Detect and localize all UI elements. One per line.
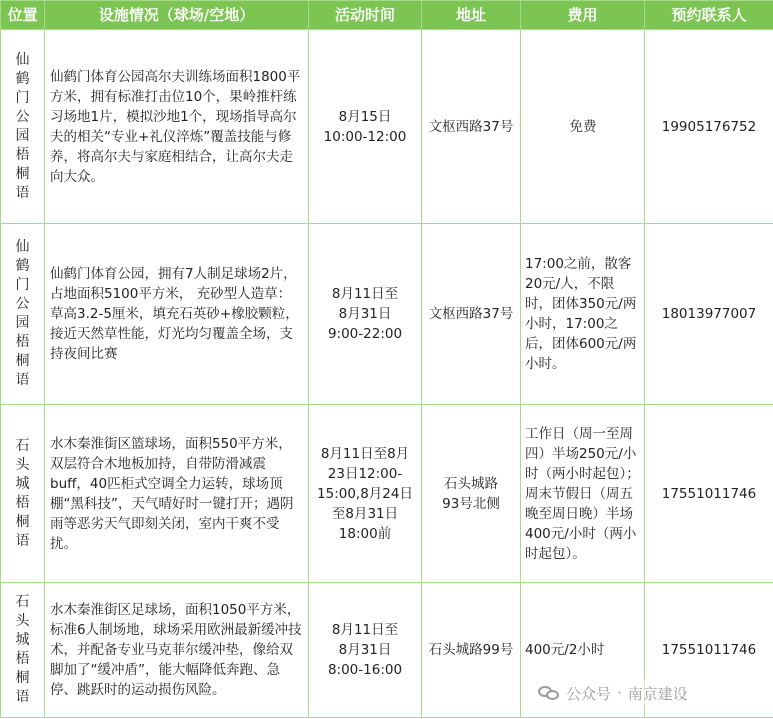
fee-cell: 免费 (521, 30, 645, 224)
table-row (1, 30, 773, 224)
table-row (1, 224, 773, 405)
address-cell: 文枢西路37号 (422, 30, 521, 224)
facility-description: 水木秦淮街区足球场，面积1050平方米，标准6人制场地，球场采用欧洲最新缓冲技术，并配备专业马克菲尔缓冲垫，像给双脚加了“缓冲盾”，能大幅降低奔跑、急停、跳跃时的运动损伤风险。 (45, 583, 309, 718)
location-cell: 石 头 城 梧 桐 语 (1, 405, 45, 583)
location-cell: 仙 鹤 门 公 园 梧 桐 语 (1, 224, 45, 405)
header-fee: 费用 (521, 1, 645, 30)
activity-time: 8月11日至 8月31日 8:00-16:00 (309, 583, 422, 718)
activity-time: 8月11日至8月 23日12:00- 15:00,8月24日 至8月31日 18:00前 (309, 405, 422, 583)
facility-description: 水木秦淮街区篮球场，面积550平方米，双层符合木地板加持，自带防滑减震buff，40匹柜式空调全力运转，球场顶棚“黑科技”，天气晴好时一键打开；遇阴雨等恶劣天气即刻关闭，室内干爽不受扰。 (45, 405, 309, 583)
contact-phone: 17551011746 (645, 405, 773, 583)
header-location: 位置 (1, 1, 45, 30)
fee-cell: 400元/2小时 (521, 583, 645, 718)
address-cell: 文枢西路37号 (422, 224, 521, 405)
watermark-account: 南京建设 (627, 684, 688, 703)
location-cell: 仙 鹤 门 公 园 梧 桐 语 (1, 30, 45, 224)
wechat-icon (538, 684, 560, 702)
activity-time: 8月15日 10:00-12:00 (309, 30, 422, 224)
header-time: 活动时间 (309, 1, 422, 30)
facility-description: 仙鹤门体育公园，拥有7人制足球场2片，占地面积5100平方米， 充砂型人造草：草高3.2-5厘米，填充石英砂+橡胶颗粒，接近天然草性能，灯光均匀覆盖全场，支持夜间比赛 (45, 224, 309, 405)
table-row (1, 405, 773, 583)
location-cell: 石 头 城 梧 桐 语 (1, 583, 45, 718)
contact-phone: 17551011746 (645, 583, 773, 718)
contact-phone: 19905176752 (645, 30, 773, 224)
fee-cell: 17:00之前，散客20元/人，不限时，团体350元/两小时，17:00之后，团体600元/两小时。 (521, 224, 645, 405)
facility-description: 仙鹤门体育公园高尔夫训练场面积1800平方米，拥有标准打击位10个，果岭推杆练习场地1片，模拟沙地1个，现场指导高尔夫的相关“专业+礼仪淬炼”覆盖技能与修养，将高尔夫与家庭相结合，让高尔夫走向大众。 (45, 30, 309, 224)
wechat-watermark (538, 681, 688, 705)
fee-cell: 工作日（周一至周四）半场250元/小时（两小时起包）；周末节假日（周五晚至周日晚）半场400元/小时（两小时起包）。 (521, 405, 645, 583)
watermark-separator: · (617, 684, 622, 702)
header-contact: 预约联系人 (645, 1, 773, 30)
address-cell: 石头城路99号 (422, 583, 521, 718)
header-facility: 设施情况（球场/空地） (45, 1, 309, 30)
watermark-platform: 公众号 (566, 684, 612, 703)
header-address: 地址 (422, 1, 521, 30)
table-header-row (1, 1, 773, 30)
address-cell: 石头城路 93号北侧 (422, 405, 521, 583)
activity-time: 8月11日至 8月31日 9:00-22:00 (309, 224, 422, 405)
contact-phone: 18013977007 (645, 224, 773, 405)
